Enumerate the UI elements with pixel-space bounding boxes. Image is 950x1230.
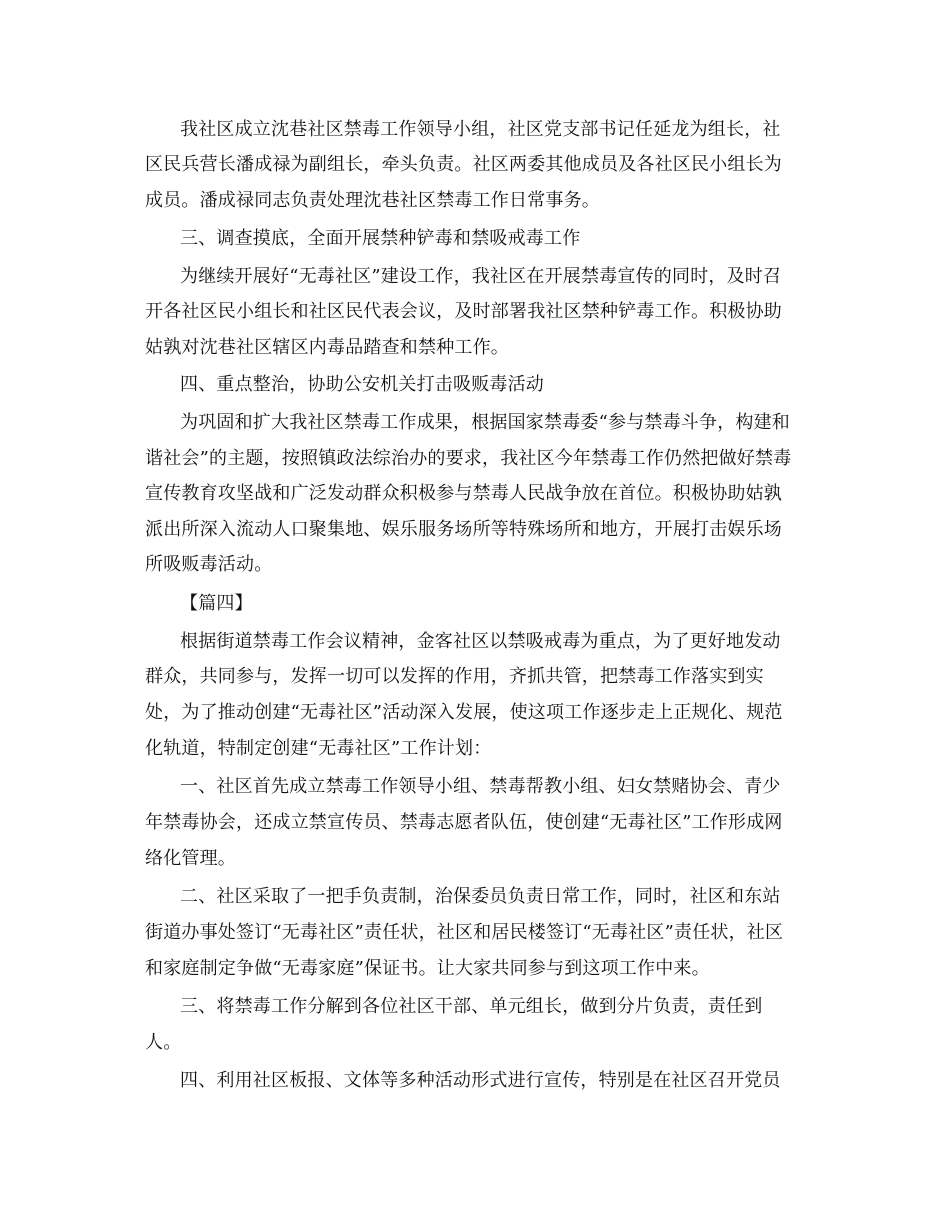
paragraph-line: 三、将禁毒工作分解到各位社区干部、单元组长，做到分片负责，责任到: [180, 996, 763, 1017]
paragraph-line: 谐社会”的主题，按照镇政法综治办的要求，我社区今年禁毒工作仍然把做好禁毒: [145, 448, 792, 469]
paragraph-line: 和家庭制定争做“无毒家庭”保证书。让大家共同参与到这项工作中来。: [145, 958, 710, 979]
paragraph-line: 宣传教育攻坚战和广泛发动群众积极参与禁毒人民战争放在首位。积极协助姑孰: [145, 483, 782, 504]
paragraph-line: 开各社区民小组长和社区民代表会议，及时部署我社区禁种铲毒工作。积极协助: [145, 301, 782, 322]
paragraph-line: 化轨道，特制定创建“无毒社区”工作计划：: [145, 738, 492, 759]
paragraph-line: 群众，共同参与，发挥一切可以发挥的作用，齐抓共管，把禁毒工作落实到实: [145, 666, 764, 687]
paragraph-line: 我社区成立沈巷社区禁毒工作领导小组，社区党支部书记任延龙为组长，社: [180, 119, 781, 140]
paragraph-line: 派出所深入流动人口聚集地、娱乐服务场所等特殊场所和地方，开展打击娱乐场: [145, 519, 782, 540]
paragraph-line: 为巩固和扩大我社区禁毒工作成果，根据国家禁毒委“参与禁毒斗争，构建和: [180, 412, 790, 433]
paragraph-line: 人。: [145, 1032, 182, 1053]
paragraph-line: 年禁毒协会，还成立禁宣传员、禁毒志愿者队伍，使创建“无毒社区”工作形成网: [145, 812, 783, 833]
paragraph-line: 街道办事处签订“无毒社区”责任状，社区和居民楼签订“无毒社区”责任状，社区: [145, 922, 784, 943]
paragraph-line: 络化管理。: [145, 848, 236, 869]
paragraph-line: 为继续开展好“无毒社区”建设工作，我社区在开展禁毒宣传的同时，及时召: [180, 266, 782, 287]
paragraph-line: 一、社区首先成立禁毒工作领导小组、禁毒帮教小组、妇女禁赌协会、青少: [180, 776, 781, 797]
section-title: 【篇四】: [180, 593, 253, 614]
paragraph-line: 根据街道禁毒工作会议精神，金客社区以禁吸戒毒为重点，为了更好地发动: [180, 631, 781, 652]
paragraph-line: 处，为了推动创建“无毒社区”活动深入发展，使这项工作逐步走上正规化、规范: [145, 702, 783, 723]
paragraph-line: 区民兵营长潘成禄为副组长，牵头负责。社区两委其他成员及各社区民小组长为: [145, 154, 782, 175]
paragraph-line: 四、利用社区板报、文体等多种活动形式进行宣传，特别是在社区召开党员: [180, 1070, 781, 1091]
paragraph-line: 二、社区采取了一把手负责制，治保委员负责日常工作，同时，社区和东站: [180, 886, 781, 907]
paragraph-line: 成员。潘成禄同志负责处理沈巷社区禁毒工作日常事务。: [145, 190, 600, 211]
paragraph-line: 姑孰对沈巷社区辖区内毒品踏查和禁种工作。: [145, 337, 509, 358]
paragraph-line: 所吸贩毒活动。: [145, 554, 273, 575]
section-heading: 四、重点整治，协助公安机关打击吸贩毒活动: [180, 374, 544, 395]
section-heading: 三、调查摸底，全面开展禁种铲毒和禁吸戒毒工作: [180, 228, 581, 249]
